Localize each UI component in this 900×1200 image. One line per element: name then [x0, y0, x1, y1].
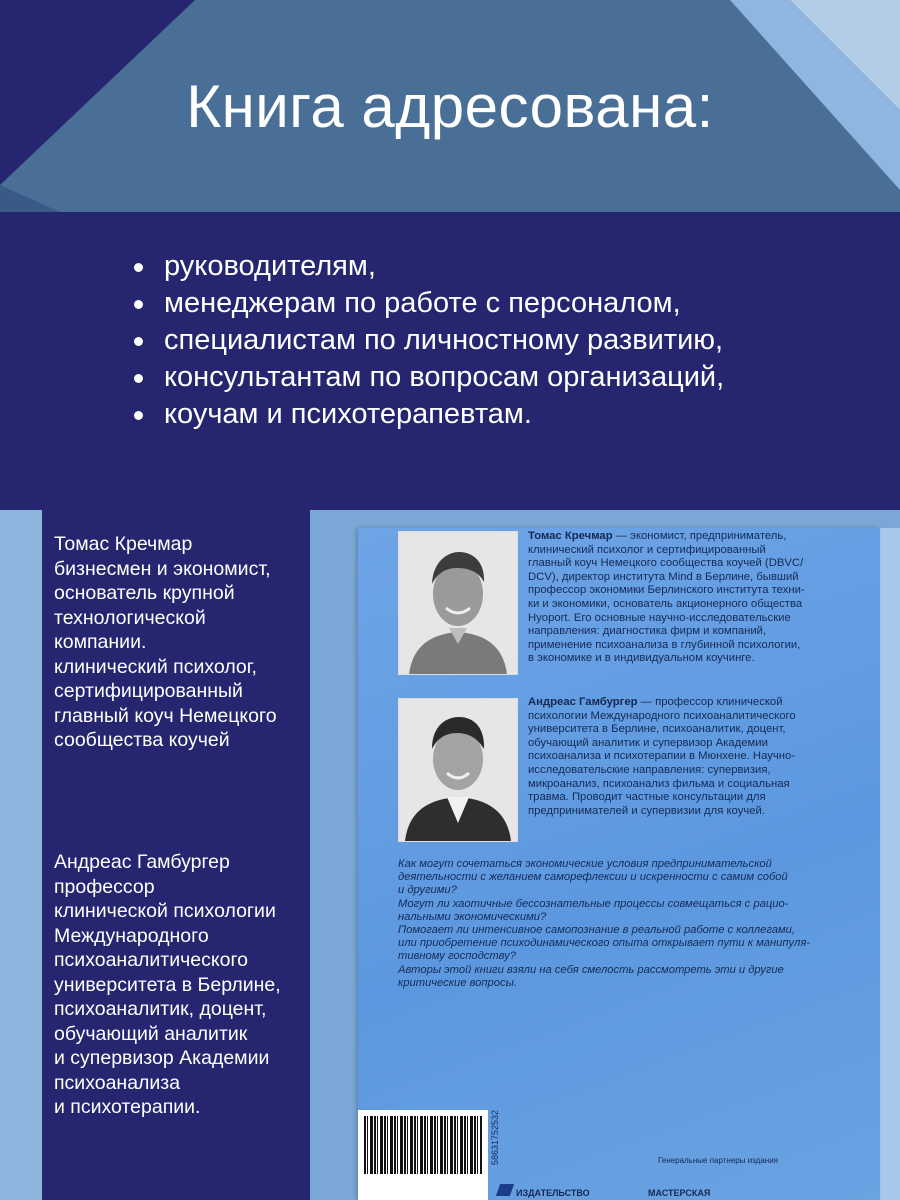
- publisher-logo-icon: [496, 1184, 514, 1196]
- cover-author-2-text: [528, 696, 866, 818]
- bio-panel: [42, 510, 310, 1200]
- bio-author-2: Андреас Гамбургер профессор клинической психологии Международного психоаналитического университета в Берлине, психоаналитик, доцент, обучающий аналитик и супервизор Академии психоанализа и психотерапии.: [54, 851, 281, 1118]
- barcode: [358, 1110, 500, 1200]
- author-1-photo: [398, 531, 518, 675]
- cover-author-1-bio: — экономист, предприниматель, клинический психолог и сертифицированный главный коуч Немецкого сообщества коучей (DBVC/ DCV), директор института Mind в Берлине, бывший профессор экономики Берлинского института техни- ки и экономики, основатель акционерного общества Hyoport. Его основные научно-исследовательские направления: диагностика фирм и компаний, применение психоанализа в глубинной психологии, в экономике и в индивидуальном коучинге.: [528, 530, 805, 665]
- publisher-label: ИЗДАТЕЛЬСТВО: [516, 1188, 590, 1198]
- left-strip: [0, 510, 42, 1200]
- cover-blurb: Как могут сочетаться экономические условия предпринимательской деятельности с желанием саморефлексии и искренности с самим собой и другими? Могут ли хаотичные бессознательные процессы совмещаться с рацио- нальными экономическими? Помогает ли интенсивное самопознание в реальной работе с коллегами, или приобретение психодинамического опыта открывает пути к манипуля- тивному господству? Авторы этой книги взяли на себя смелость рассмотреть эти и другие критические вопросы.: [398, 858, 811, 989]
- partners-label: Генеральные партнеры издания: [658, 1156, 778, 1165]
- barcode-number: 58631752532: [490, 1110, 500, 1166]
- list-item: руководителям,: [130, 248, 724, 285]
- author-2-photo: [398, 698, 518, 842]
- bio-author-1: Томас Кречмар бизнесмен и экономист, основатель крупной технологической компании. клинический психолог, сертифицированный главный коуч Немецкого сообщества коучей: [54, 533, 277, 751]
- publisher-2-label: МАСТЕРСКАЯ: [648, 1188, 711, 1198]
- cover-author-1-name: Томас Кречмар: [528, 530, 613, 542]
- book-back-cover: [358, 528, 880, 1200]
- cover-author-2-bio: — профессор клинической психологии Международного психоаналитического университета в Берлине, психоаналитик, доцент, обучающий аналитик и супервизор Академии психоанализа и психотерапии в Мюнхене. Научно- исследовательские направления: супервизия, микроанализ, психоанализ фильма и социальная травма. Проводит частные консультации для предпринимателей и супервизии для коучей.: [528, 696, 796, 817]
- cover-author-1-text: [528, 530, 866, 666]
- list-item: специалистам по личностному развитию,: [130, 322, 724, 359]
- audience-panel: [0, 212, 900, 510]
- header-band: [0, 0, 900, 212]
- barcode-bars: [364, 1116, 482, 1174]
- audience-list: [130, 248, 724, 433]
- page-title: Книга адресована:: [186, 73, 714, 140]
- cover-edge: [880, 528, 900, 1200]
- portrait-icon: [399, 699, 517, 841]
- list-item: менеджерам по работе с персоналом,: [130, 285, 724, 322]
- list-item: коучам и психотерапевтам.: [130, 396, 724, 433]
- portrait-icon: [399, 532, 517, 674]
- cover-author-2-name: Андреас Гамбургер: [528, 696, 638, 708]
- list-item: консультантам по вопросам организаций,: [130, 359, 724, 396]
